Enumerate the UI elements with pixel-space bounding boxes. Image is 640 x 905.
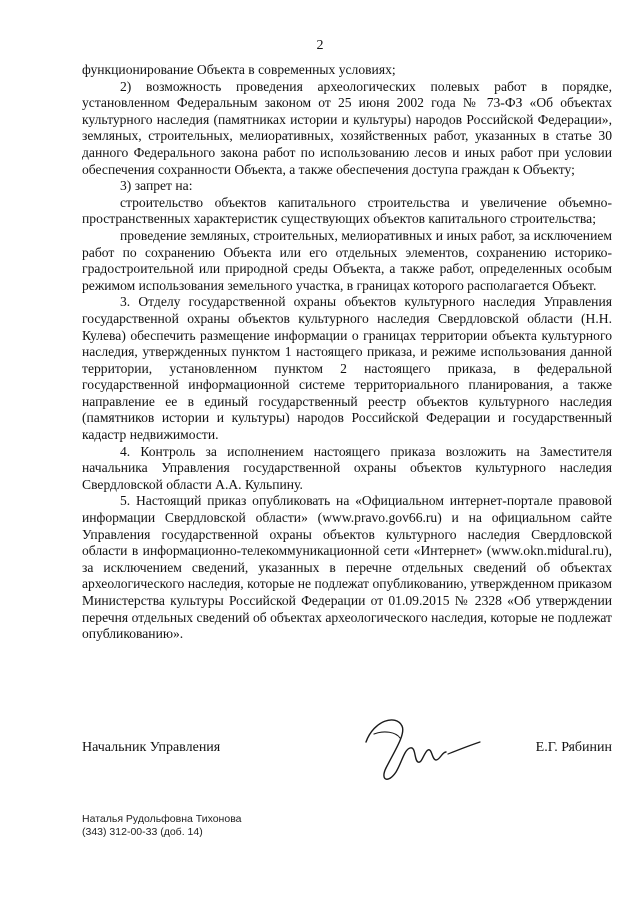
handwritten-signature-image: [344, 712, 494, 792]
document-body: [82, 62, 612, 643]
executor-phone: (343) 312-00-33 (доб. 14): [82, 826, 203, 838]
paragraph: строительство объектов капитального строительства и увеличение объемно-пространственных характеристик существующих объектов капитального строительства;: [82, 194, 612, 227]
paragraph: 5. Настоящий приказ опубликовать на «Официальном интернет-портале правовой информации Свердловской области» (www.pravo.gov66.ru) и на официальном сайте Управления государственной охраны объектов культурного наследия Свердловской области в информационно-телекоммуникационной сети «Интернет» (www.okn.midural.ru), за исключением сведений, указанных в перечне отдельных сведений об объектах археологического наследия, которые не подлежат опубликованию, утвержденном приказом Министерства культуры Российской Федерации от 01.09.2015 № 2328 «Об утверждении перечня отдельных сведений об объектах археологического наследия, которые не подлежат опубликованию».: [82, 493, 612, 642]
signature-block: [82, 740, 612, 764]
paragraph: функционирование Объекта в современных условиях;: [82, 62, 396, 77]
signatory-title: Начальник Управления: [82, 740, 221, 755]
executor-info: [82, 813, 242, 839]
paragraph: 2) возможность проведения археологических полевых работ в порядке, установленном Федеральным законом от 25 июня 2002 года № 73-ФЗ «Об объектах культурного наследия (памятниках истории и культуры) народов Российской Федерации», земляных, строительных, мелиоративных, хозяйственных работ, указанных в статье 30 данного Федерального закона работ по использованию лесов и иных работ при условии обеспечения сохранности Объекта, а также обеспечения доступа граждан к Объекту;: [82, 78, 612, 177]
page-number: 2: [316, 38, 324, 53]
paragraph: 3) запрет на:: [120, 178, 193, 194]
paragraph: 3. Отделу государственной охраны объектов культурного наследия Управления государственной охраны объектов культурного наследия Свердловской области (Н.Н. Кулева) обеспечить размещение информации о границах территории объекта культурного наследия, утвержденных пунктом 1 настоящего приказа, и режиме использования данной территории, установленном пунктом 2 настоящего приказа, в федеральной государственной информационной системе территориального планирования, а также направление ее в единый государственный реестр объектов культурного наследия (памятников истории и культуры) народов Российской Федерации и государственный кадастр недвижимости.: [82, 294, 612, 443]
executor-name: Наталья Рудольфовна Тихонова: [82, 813, 242, 825]
paragraph: проведение земляных, строительных, мелиоративных и иных работ, за исключением работ по сохранению Объекта или его отдельных элементов, сохранению историко-градостроительной или природной среды Объекта, а также работ, определенных особым режимом использования земельного участка, в границах которого располагается Объект.: [82, 227, 612, 293]
paragraph: 4. Контроль за исполнением настоящего приказа возложить на Заместителя начальника Управления государственной охраны объектов культурного наследия Свердловской области А.А. Кульпину.: [82, 443, 612, 492]
signatory-name: Е.Г. Рябинин: [535, 740, 612, 755]
